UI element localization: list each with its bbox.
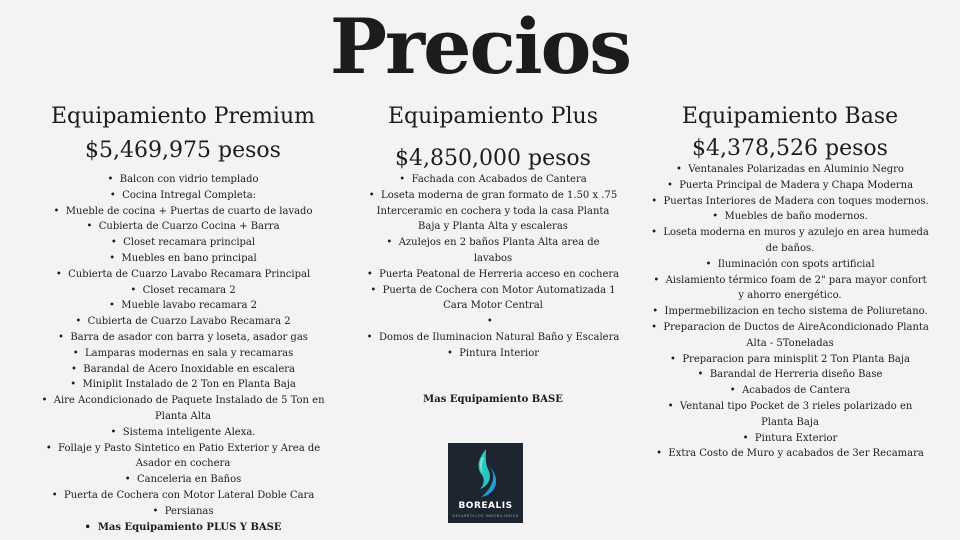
feature-item: • Puerta de Cochera con Motor Lateral Doble Cara bbox=[30, 488, 336, 504]
plus-price: $4,850,000 pesos bbox=[395, 146, 591, 171]
feature-item: • Preparacion de Ductos de AireAcondicionado Planta Alta - 5Toneladas bbox=[650, 320, 930, 352]
feature-item: • Puerta de Cochera con Motor Automatizada 1 Cara Motor Central bbox=[366, 283, 620, 315]
feature-item: • Extra Costo de Muro y acabados de 3er Recamara bbox=[650, 446, 930, 462]
page-title: Precios bbox=[329, 2, 631, 91]
feature-item: • Aire Acondicionado de Paquete Instalado de 5 Ton en Planta Alta bbox=[30, 393, 336, 425]
feature-item: • Puerta Principal de Madera y Chapa Moderna bbox=[650, 178, 930, 194]
plus-heading: Equipamiento Plus bbox=[387, 104, 598, 129]
plus-extra-note: Mas Equipamiento BASE bbox=[423, 394, 563, 405]
feature-item: • Balcon con vidrio templado bbox=[30, 172, 336, 188]
feature-item: • Muebles en bano principal bbox=[30, 251, 336, 267]
feature-item: • Iluminación con spots artificial bbox=[650, 257, 930, 273]
feature-item: • Fachada con Acabados de Cantera bbox=[366, 172, 620, 188]
premium-features-list bbox=[30, 172, 336, 535]
feature-item: • Impermebilizacion en techo sistema de Poliuretano. bbox=[650, 304, 930, 320]
base-features-list bbox=[650, 162, 930, 462]
feature-item: • Domos de Iluminacion Natural Baño y Escalera bbox=[366, 330, 620, 346]
feature-item: • Mueble de cocina + Puertas de cuarto de lavado bbox=[30, 204, 336, 220]
feature-item: • Persianas bbox=[30, 504, 336, 520]
flame-logo-icon bbox=[448, 443, 523, 503]
feature-item: • Ventanales Polarizadas en Aluminio Negro bbox=[650, 162, 930, 178]
feature-item: • Canceleria en Baños bbox=[30, 472, 336, 488]
feature-item: • Loseta moderna de gran formato de 1.50 x .75 Interceramic en cochera y toda la casa Planta Baja y Planta Alta y escaleras bbox=[366, 188, 620, 235]
feature-item: • Miniplit Instalado de 2 Ton en Planta Baja bbox=[30, 377, 336, 393]
feature-item: • Pintura Interior bbox=[366, 346, 620, 362]
feature-item: • Cubierta de Cuarzo Lavabo Recamara 2 bbox=[30, 314, 336, 330]
feature-item: • Mueble lavabo recamara 2 bbox=[30, 298, 336, 314]
feature-item: • Cubierta de Cuarzo Lavabo Recamara Principal bbox=[30, 267, 336, 283]
feature-item: • Follaje y Pasto Sintetico en Patio Exterior y Area de Asador en cochera bbox=[30, 441, 336, 473]
feature-item: • Puerta Peatonal de Herreria acceso en cochera bbox=[366, 267, 620, 283]
feature-item: • Muebles de baño modernos. bbox=[650, 209, 930, 225]
plus-features-list bbox=[366, 172, 620, 362]
feature-item: • Pintura Exterior bbox=[650, 431, 930, 447]
base-heading: Equipamiento Base bbox=[681, 104, 899, 129]
feature-item: • Loseta moderna en muros y azulejo en area humeda de baños. bbox=[650, 225, 930, 257]
feature-item: • Cubierta de Cuarzo Cocina + Barra bbox=[30, 219, 336, 235]
feature-item: • Barandal de Herreria diseño Base bbox=[650, 367, 930, 383]
feature-item: • Preparacion para minisplit 2 Ton Planta Baja bbox=[650, 352, 930, 368]
base-column bbox=[650, 104, 930, 462]
feature-item: • Cocina Intregal Completa: bbox=[30, 188, 336, 204]
logo-brand-text: BOREALIS bbox=[458, 501, 513, 511]
feature-item: • Acabados de Cantera bbox=[650, 383, 930, 399]
feature-item: • Barra de asador con barra y loseta, asador gas bbox=[30, 330, 336, 346]
feature-item: • Barandal de Acero Inoxidable en escalera bbox=[30, 362, 336, 378]
feature-item: • Sistema inteligente Alexa. bbox=[30, 425, 336, 441]
feature-item: • Azulejos en 2 baños Planta Alta area de lavabos bbox=[366, 235, 620, 267]
feature-item: • Closet recamara principal bbox=[30, 235, 336, 251]
premium-price: $5,469,975 pesos bbox=[85, 138, 281, 163]
feature-item bbox=[366, 314, 620, 330]
feature-item: • Mas Equipamiento PLUS Y BASE bbox=[30, 520, 336, 536]
feature-item: • Aislamiento térmico foam de 2" para mayor confort y ahorro energético. bbox=[650, 273, 930, 305]
plus-column bbox=[366, 104, 620, 362]
feature-item: • Puertas Interiores de Madera con toques modernos. bbox=[650, 194, 930, 210]
logo-tagline: DESARROLLOS INMOBILIARIOS bbox=[452, 514, 519, 518]
base-price: $4,378,526 pesos bbox=[692, 136, 888, 161]
feature-item: • Lamparas modernas en sala y recamaras bbox=[30, 346, 336, 362]
feature-item: • Closet recamara 2 bbox=[30, 283, 336, 299]
feature-item: • Ventanal tipo Pocket de 3 rieles polarizado en Planta Baja bbox=[650, 399, 930, 431]
premium-heading: Equipamiento Premium bbox=[51, 104, 315, 129]
premium-column bbox=[30, 104, 336, 535]
borealis-logo bbox=[448, 443, 523, 523]
